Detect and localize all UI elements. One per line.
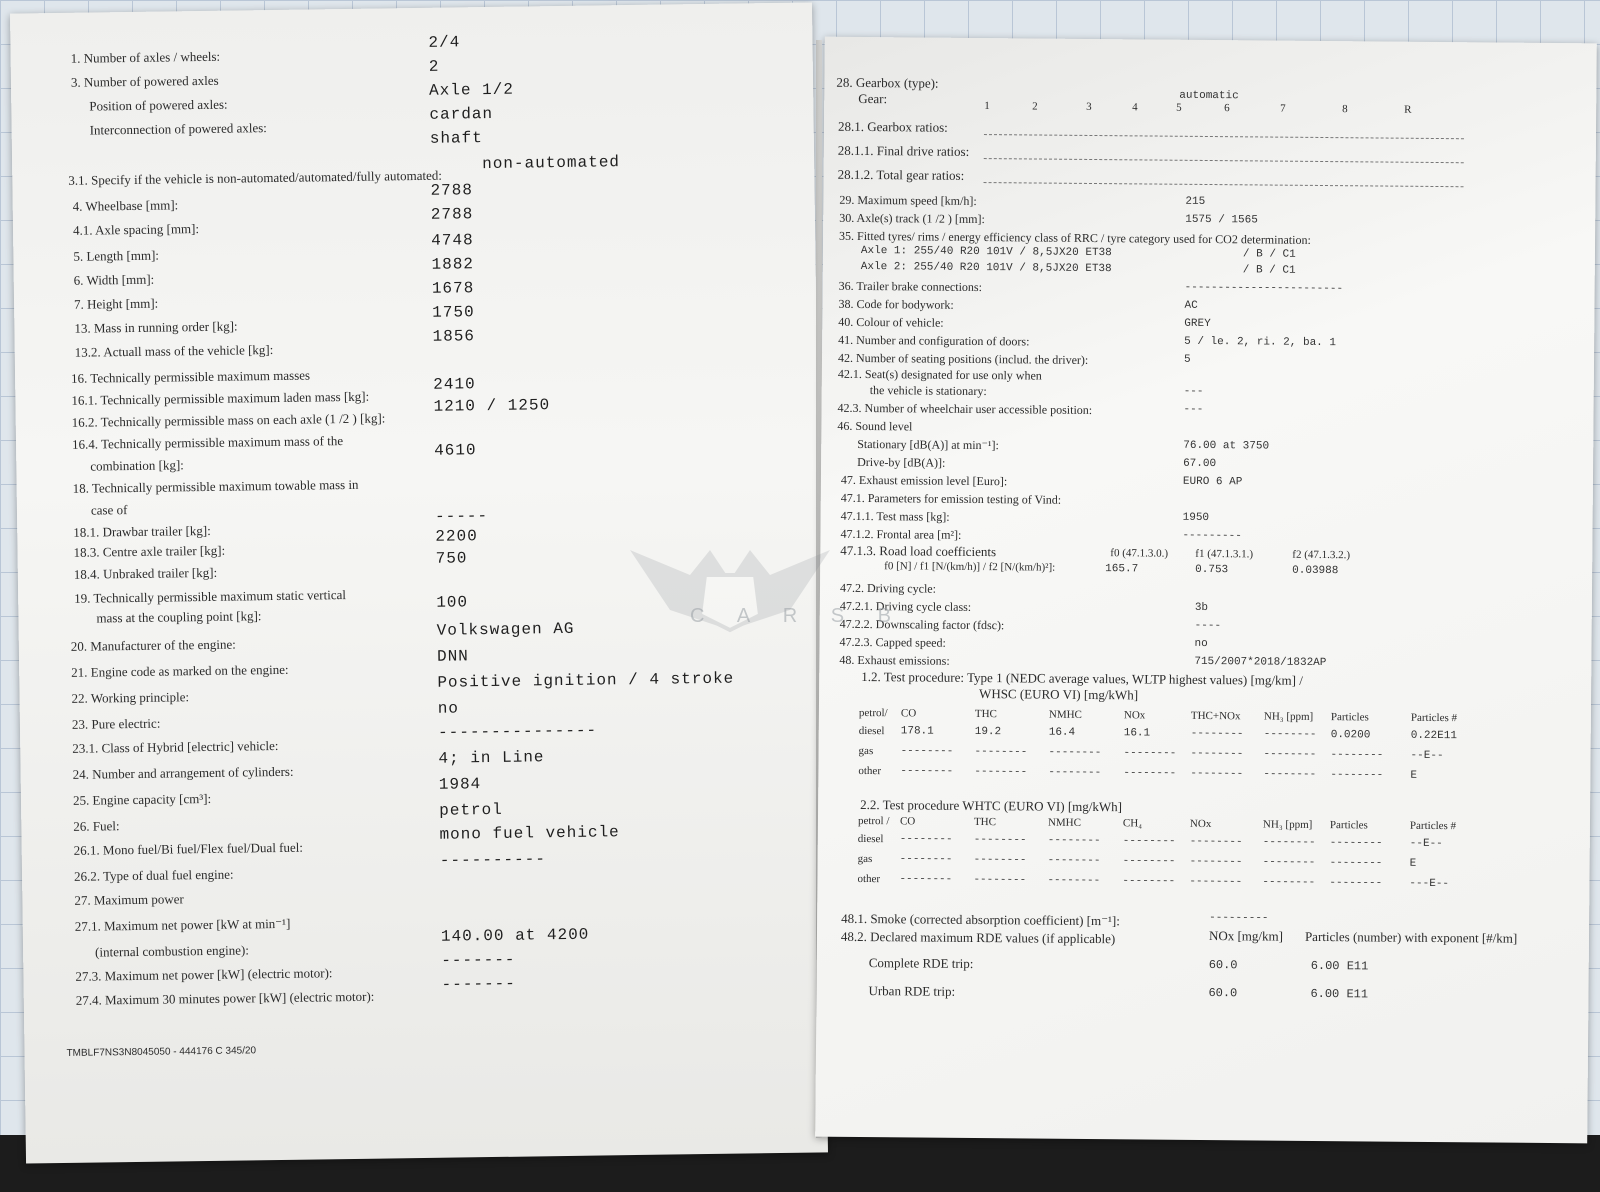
table-cell: -------- bbox=[1122, 875, 1176, 888]
watermark-text: C A R S B bbox=[690, 605, 905, 627]
table-cell: -------- bbox=[1263, 728, 1317, 741]
table-header: NH₃ [ppm] bbox=[1262, 818, 1313, 831]
ratio-label: 28.1.1. Final drive ratios: bbox=[837, 142, 970, 159]
spec-value: 215 bbox=[1185, 195, 1206, 208]
gear-number: 3 bbox=[1086, 100, 1092, 113]
spec-value: 1678 bbox=[431, 279, 475, 298]
table-row-name: other bbox=[858, 764, 882, 778]
road-load-f1-value: 0.753 bbox=[1195, 563, 1229, 577]
spec-value: 750 bbox=[435, 549, 468, 568]
spec-value: ---- bbox=[1194, 619, 1222, 633]
spec-label: 18.1. Drawbar trailer [kg]: bbox=[73, 522, 211, 540]
spec-label: 47. Exhaust emission level [Euro]: bbox=[840, 472, 1008, 489]
spec-value: --- bbox=[1183, 403, 1204, 416]
table-cell: --E-- bbox=[1410, 749, 1444, 763]
rde-particles-value: 6.00 E11 bbox=[1310, 958, 1369, 974]
spec-label: 18. Technically permissible maximum towable mass in bbox=[72, 476, 359, 496]
spec-value: 1950 bbox=[1182, 511, 1210, 525]
smoke-value: --------- bbox=[1209, 912, 1269, 925]
table-cell: -------- bbox=[1122, 835, 1176, 848]
spec-value: petrol bbox=[439, 800, 503, 820]
spec-label: Interconnection of powered axles: bbox=[89, 120, 267, 138]
spec-label: 27.1. Maximum net power [kW at min⁻¹] bbox=[74, 915, 291, 934]
table-cell: -------- bbox=[973, 833, 1027, 847]
gear-number: R bbox=[1404, 103, 1412, 116]
gear-number: 5 bbox=[1176, 101, 1182, 114]
table-cell: -------- bbox=[1329, 857, 1383, 870]
spec-label: 47.1. Parameters for emission testing of Vind: bbox=[840, 490, 1062, 507]
rde-row-name: Complete RDE trip: bbox=[868, 955, 974, 971]
spec-label: 24. Number and arrangement of cylinders: bbox=[72, 763, 294, 782]
road-load-f1-header: f1 (47.1.3.1.) bbox=[1195, 547, 1254, 561]
table-cell: 178.1 bbox=[900, 725, 934, 738]
spec-label: 23.1. Class of Hybrid [electric] vehicle: bbox=[72, 737, 279, 756]
spec-label: 47.2.3. Capped speed: bbox=[839, 634, 946, 650]
ratio-label: 28.1. Gearbox ratios: bbox=[837, 118, 948, 135]
spec-value: 4610 bbox=[434, 441, 477, 460]
spec-label: 47.2. Driving cycle: bbox=[839, 580, 937, 596]
spec-label: 48. Exhaust emissions: bbox=[839, 652, 950, 668]
road-load-f0-value: 165.7 bbox=[1105, 563, 1139, 576]
spec-value: ------------------------ bbox=[1184, 281, 1344, 296]
rde-particles-value: 6.00 E11 bbox=[1310, 986, 1369, 1002]
spec-value: 2/4 bbox=[428, 33, 461, 52]
road-load-f2-header: f2 (47.1.3.2.) bbox=[1292, 548, 1351, 562]
table-header: THC bbox=[974, 707, 997, 721]
spec-label: 42. Number of seating positions (includ. the driver): bbox=[837, 350, 1089, 367]
spec-value: 5 / le. 2, ri. 2, ba. 1 bbox=[1184, 335, 1337, 350]
spec-label: 47.1.2. Frontal area [m²]: bbox=[840, 526, 962, 542]
table-row-name: diesel bbox=[858, 724, 885, 738]
spec-label: 35. Fitted tyres/ rims / energy efficiency class of RRC / tyre category used for CO2 determination: bbox=[839, 228, 1311, 247]
table-cell: -------- bbox=[1123, 747, 1177, 760]
table-header: petrol/ bbox=[858, 706, 888, 720]
table-cell: -------- bbox=[1262, 856, 1316, 869]
table-cell: -------- bbox=[899, 833, 953, 846]
rde-nox-value: 60.0 bbox=[1208, 986, 1238, 1001]
table-cell: -------- bbox=[899, 853, 953, 866]
table-cell: 16.4 bbox=[1048, 726, 1076, 739]
table-header: petrol / bbox=[857, 814, 890, 828]
spec-label: 23. Pure electric: bbox=[71, 715, 161, 732]
table-header: NMHC bbox=[1047, 816, 1082, 829]
spec-label: 4.1. Axle spacing [mm]: bbox=[72, 221, 200, 238]
spec-label: Drive-by [dB(A)]: bbox=[857, 454, 946, 470]
road-load-sub-label: f0 [N] / f1 [N/(km/h)] / f2 [N/(km/h)²]: bbox=[884, 560, 1056, 574]
spec-label: 30. Axle(s) track (1 /2 ) [mm]: bbox=[839, 210, 985, 227]
gear-label: Gear: bbox=[858, 90, 888, 107]
table-cell: 19.2 bbox=[974, 725, 1002, 739]
spec-label: 3. Number of powered axles bbox=[70, 72, 219, 90]
spec-label: 13.2. Actuall mass of the vehicle [kg]: bbox=[74, 342, 274, 360]
spec-label: 36. Trailer brake connections: bbox=[838, 278, 983, 295]
spec-label: 47.1.1. Test mass [kg]: bbox=[840, 508, 950, 524]
table-row-name: diesel bbox=[857, 832, 884, 846]
spec-label: 19. Technically permissible maximum static vertical bbox=[74, 587, 347, 606]
spec-value: 76.00 at 3750 bbox=[1183, 439, 1270, 453]
spec-label: 18.3. Centre axle trailer [kg]: bbox=[73, 542, 226, 560]
spec-label: (internal combustion engine): bbox=[95, 942, 250, 960]
table-cell: 0.0200 bbox=[1330, 729, 1371, 742]
table-cell: -------- bbox=[1329, 837, 1383, 850]
table-header: Particles # bbox=[1410, 711, 1458, 725]
spec-label: 5. Length [mm]: bbox=[73, 247, 160, 264]
rde-particles-header: Particles (number) with exponent [#/km] bbox=[1304, 928, 1518, 946]
spec-value: mono fuel vehicle bbox=[439, 823, 620, 844]
gearbox-label: 28. Gearbox (type): bbox=[836, 74, 939, 91]
gearbox-type-value: automatic bbox=[1179, 89, 1239, 103]
table-header: CO bbox=[899, 815, 916, 828]
rde-nox-value: 60.0 bbox=[1208, 958, 1238, 973]
spec-value: GREY bbox=[1184, 317, 1211, 331]
spec-value: non-automated bbox=[482, 153, 621, 174]
table-cell: -------- bbox=[1262, 876, 1316, 889]
spec-label: 47.2.1. Driving cycle class: bbox=[839, 598, 972, 614]
table-cell: 16.1 bbox=[1123, 727, 1151, 740]
spec-label: 42.3. Number of wheelchair user accessible position: bbox=[837, 400, 1093, 417]
spec-label: combination [kg]: bbox=[90, 457, 184, 474]
test1-title: 1.2. Test procedure: Type 1 (NEDC average values, WLTP highest values) [mg/km] / bbox=[861, 668, 1303, 688]
table-header: THC bbox=[973, 815, 997, 829]
spec-label: Axle 2: 255/40 R20 101V / 8,5JX20 ET38 bbox=[860, 260, 1112, 276]
spec-value: 1856 bbox=[432, 327, 476, 346]
spec-label: Position of powered axles: bbox=[89, 96, 228, 114]
road-load-f2-value: 0.03988 bbox=[1292, 564, 1339, 578]
spec-value: 1210 / 1250 bbox=[433, 396, 551, 416]
spec-value: 5 bbox=[1183, 353, 1191, 366]
table-cell: -------- bbox=[1330, 749, 1384, 762]
spec-label: 18.4. Unbraked trailer [kg]: bbox=[73, 564, 218, 582]
spec-label: 47.2.2. Downscaling factor (fdsc): bbox=[839, 616, 1005, 633]
table-cell: -------- bbox=[1189, 855, 1243, 869]
table-header: THC+NOx bbox=[1190, 709, 1241, 723]
spec-value: 2788 bbox=[430, 205, 474, 224]
spec-value: ------- bbox=[441, 974, 516, 994]
table-cell: 0.22E11 bbox=[1410, 729, 1458, 743]
test1-subtitle: WHSC (EURO VI) [mg/kWh] bbox=[979, 686, 1139, 703]
table-cell: -------- bbox=[973, 853, 1027, 867]
spec-label: 13. Mass in running order [kg]: bbox=[74, 318, 238, 336]
spec-value: AC bbox=[1184, 299, 1198, 312]
spec-value: 1882 bbox=[431, 255, 475, 274]
spec-value: DNN bbox=[436, 647, 469, 666]
spec-label: 40. Colour of vehicle: bbox=[838, 314, 944, 330]
rde-label: 48.2. Declared maximum RDE values (if applicable) bbox=[840, 928, 1116, 947]
table-header: NOx bbox=[1123, 709, 1146, 722]
spec-value: Axle 1/2 bbox=[429, 80, 515, 100]
table-cell: -------- bbox=[974, 745, 1028, 759]
gear-number: 1 bbox=[984, 100, 990, 113]
spec-value: 140.00 at 4200 bbox=[440, 925, 590, 946]
table-row-name: gas bbox=[858, 744, 874, 758]
table-row-name: other bbox=[857, 872, 881, 886]
table-cell: -------- bbox=[1190, 747, 1244, 761]
spec-label: 16.1. Technically permissible maximum laden mass [kg]: bbox=[71, 388, 370, 408]
spec-value: no bbox=[1194, 637, 1208, 651]
table-header: NOx bbox=[1189, 817, 1212, 831]
spec-label: 26.1. Mono fuel/Bi fuel/Flex fuel/Dual fuel: bbox=[73, 839, 304, 858]
spec-value: shaft bbox=[429, 129, 483, 148]
table-header: NMHC bbox=[1048, 708, 1082, 721]
spec-value: 4; in Line bbox=[438, 748, 545, 768]
spec-value: cardan bbox=[429, 104, 494, 124]
spec-value: 2788 bbox=[430, 181, 474, 200]
spec-value: ------- bbox=[441, 950, 516, 970]
spec-value: / B / C1 bbox=[1242, 264, 1296, 277]
test2-title: 2.2. Test procedure WHTC (EURO VI) [mg/kWh] bbox=[860, 796, 1123, 815]
gear-number: 8 bbox=[1342, 103, 1348, 116]
table-cell: -------- bbox=[1123, 767, 1177, 780]
spec-value: 4748 bbox=[431, 231, 474, 250]
spec-label: 16. Technically permissible maximum masses bbox=[71, 367, 311, 386]
smoke-label: 48.1. Smoke (corrected absorption coefficient) [m⁻¹]: bbox=[841, 910, 1120, 929]
table-cell: -------- bbox=[900, 745, 954, 758]
spec-label: 3.1. Specify if the vehicle is non-automated/automated/fully automated: bbox=[68, 167, 443, 188]
spec-label: 38. Code for bodywork: bbox=[838, 296, 954, 312]
road-load-f0-header: f0 (47.1.3.0.) bbox=[1110, 547, 1169, 560]
table-cell: -------- bbox=[1189, 875, 1243, 889]
table-cell: -------- bbox=[974, 765, 1028, 779]
spec-value: --------- bbox=[1182, 529, 1242, 543]
spec-value: no bbox=[437, 699, 460, 718]
spec-label: 41. Number and configuration of doors: bbox=[838, 332, 1030, 349]
gear-number: 7 bbox=[1280, 102, 1286, 115]
spec-label: 16.4. Technically permissible maximum mass of the bbox=[71, 433, 344, 452]
table-cell: -------- bbox=[899, 873, 953, 886]
spec-label: Axle 1: 255/40 R20 101V / 8,5JX20 ET38 bbox=[860, 244, 1112, 260]
spec-value: Volkswagen AG bbox=[436, 619, 575, 640]
spec-value: ---------- bbox=[439, 850, 547, 870]
spec-label: 27.3. Maximum net power [kW] (electric motor): bbox=[75, 965, 333, 984]
table-cell: --E-- bbox=[1409, 837, 1443, 851]
ratio-label: 28.1.2. Total gear ratios: bbox=[837, 166, 965, 183]
spec-value: 1984 bbox=[438, 775, 482, 794]
spec-label: 1. Number of axles / wheels: bbox=[70, 48, 221, 66]
table-cell: E bbox=[1409, 857, 1417, 870]
spec-label: Stationary [dB(A)] at min⁻¹]: bbox=[857, 436, 999, 453]
spec-label: 42.1. Seat(s) designated for use only when bbox=[837, 366, 1042, 383]
table-header: NH₃ [ppm] bbox=[1263, 710, 1314, 723]
spec-value: --- bbox=[1183, 385, 1204, 398]
spec-label: 16.2. Technically permissible mass on each axle (1 /2 ) [kg]: bbox=[71, 410, 386, 430]
table-header: CH₄ bbox=[1122, 817, 1143, 830]
spec-value: 2200 bbox=[435, 527, 478, 546]
table-cell: -------- bbox=[1189, 835, 1243, 849]
spec-value: 100 bbox=[436, 593, 469, 612]
table-cell: -------- bbox=[1047, 874, 1101, 888]
rde-row-name: Urban RDE trip: bbox=[868, 983, 956, 999]
spec-label: 4. Wheelbase [mm]: bbox=[72, 197, 179, 214]
table-cell: -------- bbox=[1329, 877, 1383, 890]
spec-label: 27. Maximum power bbox=[74, 891, 184, 908]
spec-label: 22. Working principle: bbox=[71, 689, 190, 706]
spec-value: ----- bbox=[434, 507, 489, 526]
table-cell: -------- bbox=[1262, 836, 1316, 849]
ratio-dash-line bbox=[984, 158, 1464, 163]
spec-value: --------------- bbox=[437, 721, 598, 742]
table-cell: -------- bbox=[1047, 834, 1101, 848]
footer-code: TMBLF7NS3N8045050 - 444176 C 345/20 bbox=[66, 1045, 257, 1059]
gear-number: 6 bbox=[1224, 102, 1230, 115]
table-header: Particles bbox=[1329, 819, 1368, 832]
right-page bbox=[815, 37, 1597, 1144]
table-cell: -------- bbox=[1263, 768, 1317, 781]
gear-number: 2 bbox=[1032, 100, 1038, 113]
spec-label: 27.4. Maximum 30 minutes power [kW] (electric motor): bbox=[75, 988, 375, 1008]
spec-label: 25. Engine capacity [cm³]: bbox=[72, 790, 212, 808]
table-cell: -------- bbox=[900, 765, 954, 778]
spec-label: 29. Maximum speed [km/h]: bbox=[839, 192, 977, 208]
ratio-dash-line bbox=[984, 134, 1464, 139]
spec-label: 20. Manufacturer of the engine: bbox=[70, 636, 236, 654]
spec-value: 715/2007*2018/1832AP bbox=[1194, 655, 1327, 670]
spec-label: 26. Fuel: bbox=[73, 818, 120, 834]
spec-value: 3b bbox=[1194, 601, 1209, 615]
table-row-name: gas bbox=[857, 852, 873, 866]
road-load-label: 47.1.3. Road load coefficients bbox=[840, 542, 997, 560]
table-cell: -------- bbox=[1048, 766, 1102, 780]
spec-value: 1750 bbox=[432, 303, 475, 322]
spec-value: / B / C1 bbox=[1242, 248, 1296, 261]
table-cell: -------- bbox=[1190, 767, 1244, 781]
table-header: Particles bbox=[1330, 711, 1369, 724]
table-cell: -------- bbox=[1047, 854, 1101, 868]
spec-label: mass at the coupling point [kg]: bbox=[96, 608, 262, 626]
spec-value: 67.00 bbox=[1183, 457, 1217, 471]
spec-value: 2410 bbox=[433, 375, 476, 394]
table-cell: -------- bbox=[1330, 769, 1384, 782]
table-cell: -------- bbox=[973, 873, 1027, 887]
spec-label: 7. Height [mm]: bbox=[73, 295, 159, 312]
table-header: Particles # bbox=[1409, 819, 1457, 833]
spec-label: 6. Width [mm]: bbox=[73, 271, 155, 288]
spec-value: 1575 / 1565 bbox=[1185, 213, 1258, 227]
spec-label: 21. Engine code as marked on the engine: bbox=[71, 661, 289, 680]
rde-nox-header: NOx [mg/km] bbox=[1208, 928, 1284, 944]
spec-value: EURO 6 AP bbox=[1182, 475, 1243, 489]
table-header: CO bbox=[900, 707, 917, 720]
spec-label: 46. Sound level bbox=[837, 418, 913, 434]
gear-number: 4 bbox=[1132, 101, 1138, 114]
spec-label: the vehicle is stationary: bbox=[869, 383, 987, 399]
table-cell: -------- bbox=[1190, 727, 1244, 741]
spec-value: Positive ignition / 4 stroke bbox=[437, 669, 735, 692]
table-cell: ---E-- bbox=[1409, 877, 1450, 891]
table-cell: -------- bbox=[1048, 746, 1102, 760]
spec-label: 26.2. Type of dual fuel engine: bbox=[73, 866, 234, 884]
spec-value: 2 bbox=[428, 57, 440, 76]
spec-label: case of bbox=[90, 502, 128, 518]
table-cell: E bbox=[1410, 769, 1418, 782]
table-cell: -------- bbox=[1122, 855, 1176, 868]
ratio-dash-line bbox=[984, 182, 1464, 187]
table-cell: -------- bbox=[1263, 748, 1317, 761]
